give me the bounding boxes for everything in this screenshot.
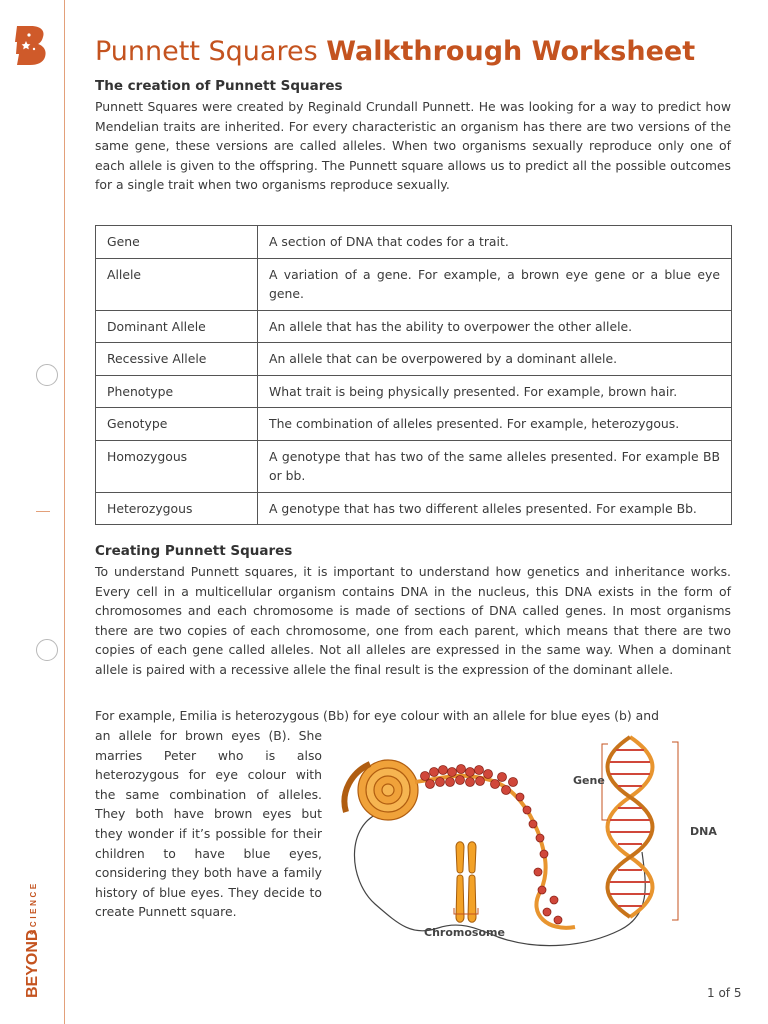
page-title — [95, 34, 695, 70]
coiled-chromatin — [344, 760, 418, 820]
binder-hole-bottom — [36, 639, 58, 661]
glossary-row — [96, 375, 732, 408]
dna-base-pairs — [610, 750, 650, 906]
example-paragraph: an allele for brown eyes (B). She marries Peter who is also heterozygous for eye colour with the same combination of alleles. They both have brown eyes but they wonder if it’s possible for their children to have blue eyes, considering they both have a family history of blue eyes. They decide to create Punnett square. — [95, 728, 322, 920]
glossary-term: Dominant Allele — [96, 310, 258, 343]
glossary-definition: A genotype that has two of the same alleles presented. For example BB or bb. — [258, 440, 732, 492]
fold-mark — [36, 511, 50, 512]
glossary-row — [96, 258, 732, 310]
glossary-table — [95, 225, 732, 525]
title-light: Punnett Squares — [95, 36, 318, 67]
chromosome-shape — [456, 842, 476, 923]
beyond-science-logo — [14, 24, 50, 66]
intro-paragraph: Punnett Squares were created by Reginald Crundall Punnett. He was looking for a way to predict how Mendelian traits are inherited. For every characteristic an organism has there are two versions of the same gene, these versions are called alleles. When two organisms sexually reproduce only one of each allele is given to the offspring. The Punnett square allows us to predict all the possible outcomes for a single trait when two organisms reproduce sexually. — [95, 99, 731, 193]
margin-line — [64, 0, 65, 1024]
glossary-row — [96, 440, 732, 492]
glossary-term: Recessive Allele — [96, 343, 258, 376]
genetics-paragraph: To understand Punnett squares, it is important to understand how genetics and inheritance works. Every cell in a multicellular organism contains DNA in the nucleus, this DNA exists in the form of chromosomes and each chromosome is made of sections of DNA called genes. In most organisms there are two copies of each chromosome, one from each parent, which means that there are two copies of each gene called alleles. Not all alleles are expressed in the same way. When a dominant allele is paired with a recessive allele the final result is the expression of the dominant allele. — [95, 564, 731, 677]
gene-label: Gene — [573, 774, 605, 787]
glossary-term: Heterozygous — [96, 492, 258, 525]
glossary-term: Genotype — [96, 408, 258, 441]
glossary-row — [96, 492, 732, 525]
glossary-term: Gene — [96, 226, 258, 259]
chromatin-fiber — [415, 776, 575, 928]
brand-sub: SCIENCE — [29, 881, 38, 935]
glossary-definition: An allele that has the ability to overpower the other allele. — [258, 310, 732, 343]
glossary-term: Phenotype — [96, 375, 258, 408]
glossary-definition: A section of DNA that codes for a trait. — [258, 226, 732, 259]
glossary-term: Allele — [96, 258, 258, 310]
chromosome-label: Chromosome — [424, 926, 505, 939]
page-number: 1 of 5 — [707, 986, 742, 1000]
glossary-row — [96, 343, 732, 376]
dna-bracket — [672, 742, 678, 920]
glossary-definition: A variation of a gene. For example, a brown eye gene or a blue eye gene. — [258, 258, 732, 310]
glossary-definition: A genotype that has two different alleles presented. For example Bb. — [258, 492, 732, 525]
glossary-row — [96, 408, 732, 441]
section-heading-creating: Creating Punnett Squares — [95, 543, 293, 559]
glossary-term: Homozygous — [96, 440, 258, 492]
glossary-row — [96, 226, 732, 259]
glossary-row — [96, 310, 732, 343]
chromosome-dna-illustration — [330, 732, 730, 950]
dna-label: DNA — [690, 825, 717, 838]
example-lead-line: For example, Emilia is heterozygous (Bb) for eye colour with an allele for blue eyes (b) and — [95, 708, 659, 723]
dna-double-helix — [608, 737, 653, 917]
binder-hole-top — [36, 364, 58, 386]
glossary-definition: An allele that can be overpowered by a dominant allele. — [258, 343, 732, 376]
section-heading-creation: The creation of Punnett Squares — [95, 78, 343, 94]
beyond-science-wordmark — [22, 843, 42, 998]
title-bold: Walkthrough Worksheet — [326, 36, 696, 67]
brand-word: BEYOND — [24, 929, 41, 998]
glossary-definition: The combination of alleles presented. For example, heterozygous. — [258, 408, 732, 441]
glossary-definition: What trait is being physically presented. For example, brown hair. — [258, 375, 732, 408]
